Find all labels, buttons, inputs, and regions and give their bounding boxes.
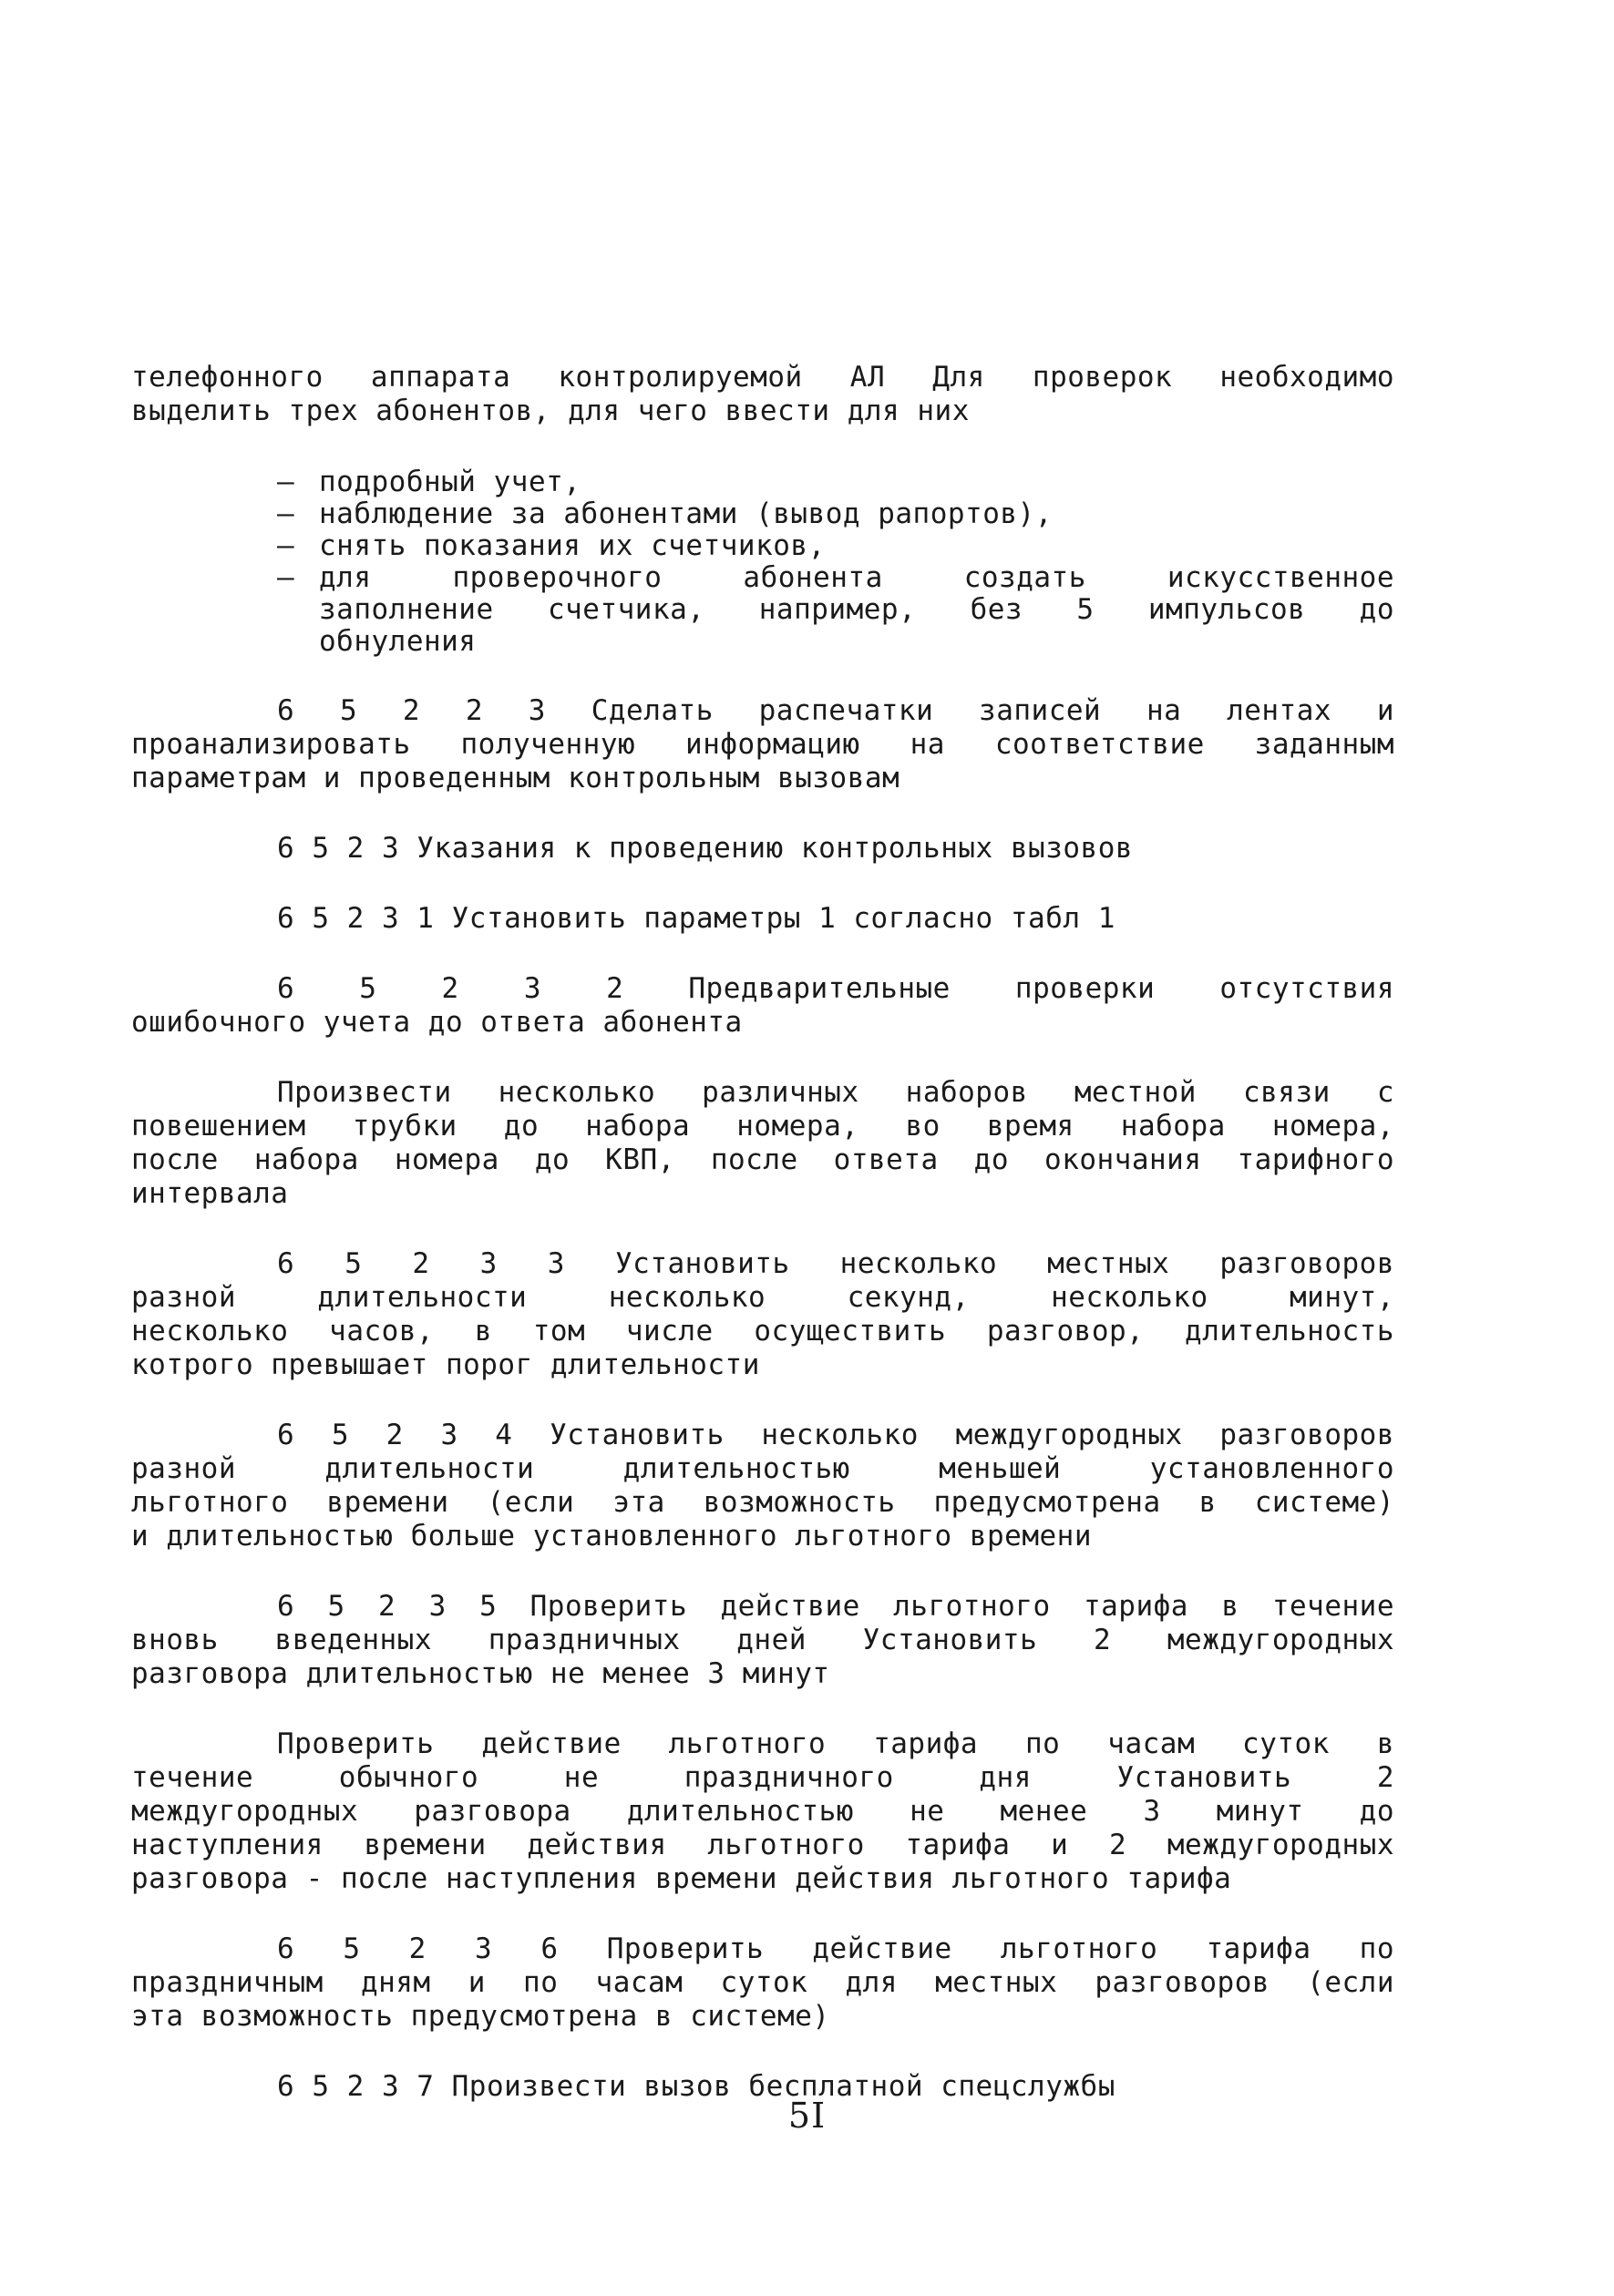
text-line: повешением трубки до набора номера, во время набора номера, bbox=[131, 1110, 1394, 1143]
text-line: 6 5 2 3 3 Установить несколько местных разговоров bbox=[277, 1247, 1394, 1280]
paragraph-6-5-2-3-4 bbox=[131, 1419, 1394, 1553]
paragraph-6-5-2-3-7: 6 5 2 3 7 Произвести вызов бесплатной спецслужбы bbox=[277, 2070, 1115, 2103]
text-line: параметрам и проведенным контрольным вызовам bbox=[131, 762, 900, 794]
text-line: и длительностью больше установленного льготного времени bbox=[131, 1520, 1092, 1553]
dash-marker: – bbox=[277, 561, 295, 594]
text-line: котрого превышает порог длительности bbox=[131, 1348, 760, 1381]
document-body bbox=[131, 361, 1394, 2104]
text-line: разной длительности длительностью меньшей установленного bbox=[131, 1452, 1394, 1485]
bulleted-list bbox=[131, 466, 1394, 658]
paragraph-6-5-2-3-3 bbox=[131, 1247, 1394, 1382]
paragraph-6-5-2-2-3 bbox=[131, 694, 1394, 795]
page-number: 5I bbox=[787, 2096, 827, 2136]
list-item-text: подробный учет, bbox=[319, 466, 581, 498]
text-line: несколько часов, в том числе осуществить разговор, длительность bbox=[131, 1315, 1394, 1348]
dash-marker: – bbox=[277, 497, 295, 530]
text-line: проанализировать полученную информацию на соответствие заданным bbox=[131, 728, 1394, 761]
list-item-text: заполнение счетчика, например, без 5 импульсов до bbox=[319, 593, 1394, 626]
text-line: 6 5 2 3 4 Установить несколько междугородных разговоров bbox=[277, 1419, 1394, 1451]
text-line: разговора длительностью не менее 3 минут bbox=[131, 1657, 830, 1690]
text-line: интервала bbox=[131, 1177, 289, 1210]
dash-marker: – bbox=[277, 466, 295, 498]
text-line: 6 5 2 3 6 Проверить действие льготного тарифа по bbox=[277, 1932, 1394, 1965]
text-line: Проверить действие льготного тарифа по часам суток в bbox=[277, 1727, 1394, 1760]
list-item bbox=[277, 530, 1394, 562]
text-line: наступления времени действия льготного тарифа и 2 междугородных bbox=[131, 1829, 1394, 1861]
list-item bbox=[277, 562, 1394, 658]
text-line: 6 5 2 2 3 Сделать распечатки записей на лентах и bbox=[277, 694, 1394, 727]
text-line: после набора номера до КВП, после ответа до окончания тарифного bbox=[131, 1143, 1394, 1176]
text-line: эта возможность предусмотрена в системе) bbox=[131, 2000, 830, 2033]
paragraph-6-5-2-3-1: 6 5 2 3 1 Установить параметры 1 согласно табл 1 bbox=[277, 902, 1115, 935]
text-line: 6 5 2 3 2 Предварительные проверки отсутствия bbox=[277, 972, 1394, 1005]
paragraph-6-5-2-3-5 bbox=[131, 1590, 1394, 1691]
text-line: Произвести несколько различных наборов местной связи с bbox=[277, 1076, 1394, 1109]
text-line: ошибочного учета до ответа абонента bbox=[131, 1006, 743, 1039]
list-item bbox=[277, 498, 1394, 530]
paragraph-check-tariff bbox=[131, 1727, 1394, 1896]
paragraph-6-5-2-3-2 bbox=[131, 972, 1394, 1040]
text-line: праздничным дням и по часам суток для местных разговоров (если bbox=[131, 1966, 1394, 1999]
text-line: течение обычного не праздничного дня Установить 2 bbox=[131, 1761, 1394, 1794]
list-item bbox=[277, 466, 1394, 498]
list-item-text: снять показания их счетчиков, bbox=[319, 529, 826, 562]
text-line: 6 5 2 3 5 Проверить действие льготного тарифа в течение bbox=[277, 1590, 1394, 1623]
text-line: телефонного аппарата контролируемой АЛ Для проверок необходимо bbox=[131, 361, 1394, 394]
list-item-text: обнуления bbox=[319, 625, 477, 658]
text-line: междугородных разговора длительностью не менее 3 минут до bbox=[131, 1795, 1394, 1828]
text-line: выделить трех абонентов, для чего ввести для них bbox=[131, 395, 970, 427]
dash-marker: – bbox=[277, 529, 295, 562]
paragraph-manual-dialing bbox=[131, 1076, 1394, 1211]
list-item-text: для проверочного абонента создать искусственное bbox=[319, 561, 1394, 594]
intro-paragraph bbox=[131, 361, 1394, 428]
text-line: разной длительности несколько секунд, несколько минут, bbox=[131, 1281, 1394, 1314]
list-item-text: наблюдение за абонентами (вывод рапортов), bbox=[319, 497, 1053, 530]
text-line: вновь введенных праздничных дней Установить 2 междугородных bbox=[131, 1624, 1394, 1656]
section-heading-6-5-2-3: 6 5 2 3 Указания к проведению контрольных вызовов bbox=[277, 832, 1134, 865]
text-line: льготного времени (если эта возможность предусмотрена в системе) bbox=[131, 1486, 1394, 1519]
text-line: разговора - после наступления времени действия льготного тарифа bbox=[131, 1862, 1232, 1895]
paragraph-6-5-2-3-6 bbox=[131, 1932, 1394, 2034]
